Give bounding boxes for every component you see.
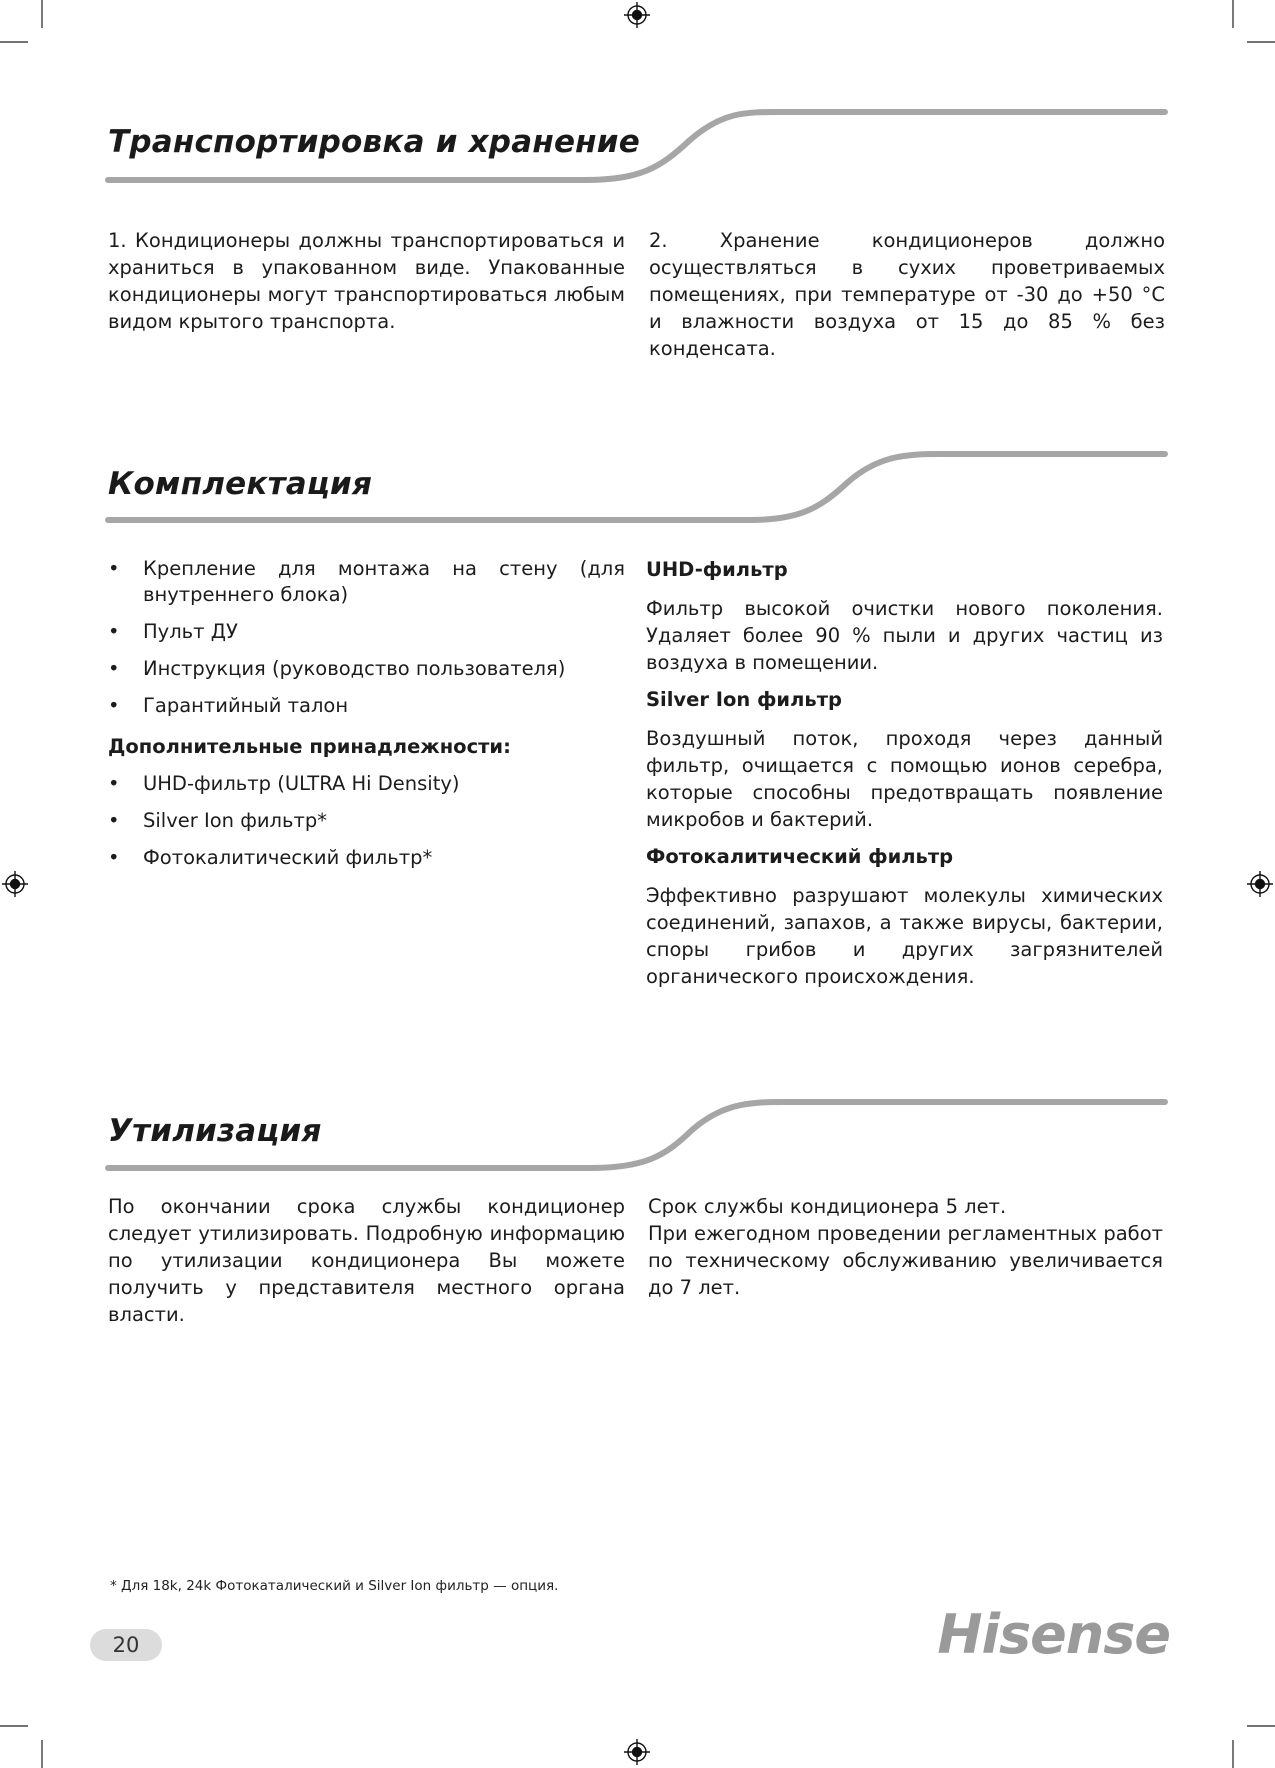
registration-mark-right (1247, 871, 1273, 897)
list-item: • Крепление для монтажа на стену (для внутреннего блока) (108, 556, 625, 608)
disposal-text-right: Срок службы кондиционера 5 лет. При ежегодном проведении регламентных работ по техническому обслуживанию увеличивается до 7 лет. (648, 1195, 1163, 1299)
list-item: • UHD-фильтр (ULTRA Hi Density) (108, 771, 625, 797)
list-item: • Silver Ion фильтр* (108, 808, 625, 834)
filter-desc-photocatalytic: Эффективно разрушают молекулы химических соединений, запахов, а также вирусы, бактерии, споры грибов и других загрязнителей органического происхождения. (646, 884, 1163, 988)
filter-desc-uhd: Фильтр высокой очистки нового поколения. Удаляет более 90 % пыли и других частиц из воздуха в помещении. (646, 597, 1163, 674)
list-item: • Инструкция (руководство пользователя) (108, 656, 625, 682)
registration-mark-top (624, 2, 650, 28)
section-title-kit: Комплектация (108, 466, 373, 502)
page-number-badge: 20 (90, 1629, 162, 1661)
filter-name-silver-ion: Silver Ion фильтр (646, 688, 842, 711)
registration-mark-bottom (624, 1739, 650, 1765)
list-item: • Фотокалитический фильтр* (108, 845, 625, 871)
disposal-text-left: По окончании срока службы кондиционер следует утилизировать. Подробную информацию по утилизации кондиционера Вы можете получить у представителя местного органа власти. (108, 1195, 625, 1326)
accessories-list (108, 771, 625, 882)
footnote: * Для 18k, 24k Фотокаталический и Silver Ion фильтр — опция. (110, 1578, 559, 1594)
kit-items-list (108, 556, 625, 730)
list-item: • Гарантийный талон (108, 693, 625, 719)
accessories-heading: Дополнительные принадлежности: (108, 735, 511, 758)
filter-desc-silver-ion: Воздушный поток, проходя через данный фильтр, очищается с помощью ионов серебра, которые способны предотвращать появление микробов и бактерий. (646, 727, 1163, 831)
registration-mark-left (2, 871, 28, 897)
filter-name-uhd: UHD-фильтр (646, 558, 788, 581)
filters-description (646, 556, 1163, 990)
list-item: • Пульт ДУ (108, 619, 625, 645)
filter-name-photocatalytic: Фотокалитический фильтр (646, 845, 954, 868)
transport-text-right: 2. Хранение кондиционеров должно осуществляться в сухих проветриваемых помещениях, при температуре от -30 до +50 °C и влажности воздуха от 15 до 85 % без конденсата. (649, 229, 1165, 360)
transport-text-left: 1. Кондиционеры должны транспортироваться и храниться в упакованном виде. Упакованные кондиционеры могут транспортироваться любым видом крытого транспорта. (108, 229, 625, 333)
section-title-transport: Транспортировка и хранение (108, 124, 640, 160)
brand-logo: Hisense (937, 1603, 1170, 1666)
section-title-disposal: Утилизация (108, 1113, 322, 1149)
